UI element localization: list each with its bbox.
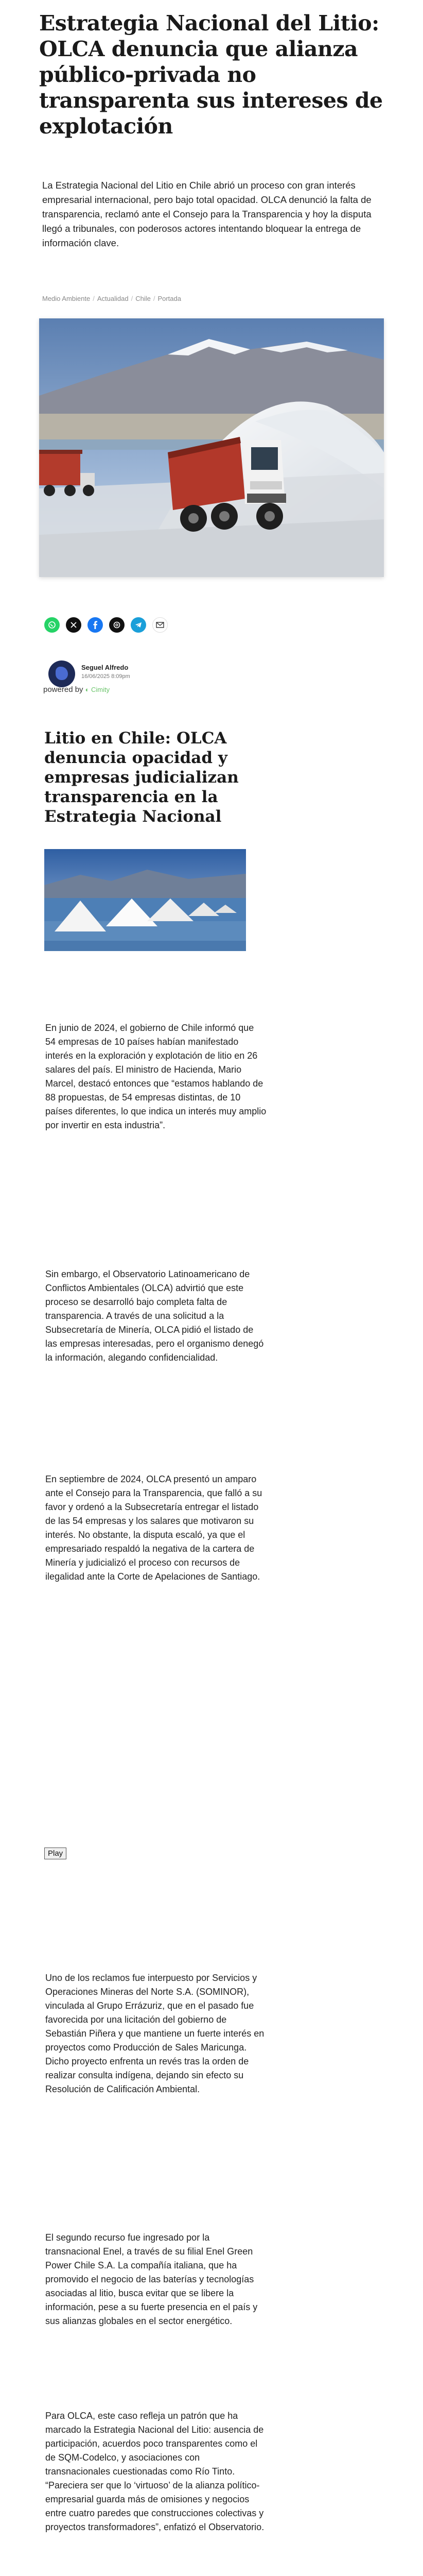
article-lead: La Estrategia Nacional del Litio en Chile abrió un proceso con gran interés empresarial internacional, pero bajo total opacidad. OLCA denunció la falta de transparencia, reclamó ante el Consejo para la Transparencia y hoy la disputa llegó a tribunales, con poderosos actores intentando bloquear la entrega de información clave.: [42, 180, 372, 248]
share-bar: [44, 617, 168, 633]
body-paragraph-4: Uno de los reclamos fue interpuesto por Servicios y Operaciones Mineras del Norte S.A. (SOMINOR), vinculada al Grupo Errázuriz, que en el pasado fue favorecida por una licitación del gobierno de Sebastián Piñera y que mantiene un fuerte interés en proyectos como Producción de Sales Maricunga. Dicho proyecto enfrenta un revés tras la orden de realizar consulta indígena, dejando sin efecto su Resolución de Calificación Ambiental.: [45, 1973, 265, 2094]
author-avatar[interactable]: [48, 660, 75, 687]
body-paragraph-3: En septiembre de 2024, OLCA presentó un amparo ante el Consejo para la Transparencia, que falló a su favor y ordenó a la Subsecretaría entregar el listado de las 54 empresas y los salares que motivaron su interés. No obstante, la disputa escaló, ya que el empresariado respaldó la negativa de la cartera de Minería y judicializó el proceso con recursos de ilegalidad ante la Corte de Apelaciones de Santiago.: [45, 1474, 262, 1582]
article-subtitle: Litio en Chile: OLCA denuncia opacidad y empresas judicializan transparencia en la Estrategia Nacional: [44, 729, 239, 826]
category-link-medio-ambiente[interactable]: Medio Ambiente: [42, 295, 91, 302]
whatsapp-icon[interactable]: [44, 617, 60, 633]
powered-by-label: powered by: [43, 685, 83, 694]
powered-by-brand[interactable]: ◐ Cimity: [85, 686, 110, 693]
author-block: [48, 660, 130, 687]
powered-by: [43, 685, 110, 694]
category-link-chile[interactable]: Chile: [135, 295, 151, 302]
category-link-portada[interactable]: Portada: [157, 295, 181, 302]
play-button[interactable]: Play: [44, 1848, 66, 1859]
salt-piles-image: [44, 849, 246, 951]
body-paragraph-5: El segundo recurso fue ingresado por la transnacional Enel, a través de su filial Enel Green Power Chile S.A. La compañía italiana, que ha promovido el negocio de las baterías y tecnologías asociadas al litio, busca evitar que se libere la información, pese a su fuerte presencia en el país y sus alianzas globales en el sector energético.: [45, 2232, 258, 2326]
email-icon[interactable]: [152, 617, 168, 633]
article-title: Estrategia Nacional del Litio: OLCA denuncia que alianza público-privada no transparenta sus intereses de explotación: [39, 11, 383, 139]
body-paragraph-6: Para OLCA, este caso refleja un patrón que ha marcado la Estrategia Nacional del Litio: ausencia de participación, acuerdos poco transparentes como el de SQM-Codelco, y asociaciones con transnacionales cuestionadas como Río Tinto. “Pareciera ser que lo ‘virtuoso’ de la alianza político-empresarial guarda más de omisiones y negocios entre cuatro paredes que construcciones colectivas y proyectos transformadores”, enfatizó el Observatorio.: [45, 2411, 265, 2532]
category-separator: /: [153, 295, 155, 302]
category-links: [42, 295, 181, 302]
facebook-icon[interactable]: [87, 617, 103, 633]
body-paragraph-2: Sin embargo, el Observatorio Latinoamericano de Conflictos Ambientales (OLCA) advirtió que este proceso se desarrolló bajo completa falta de transparencia. A través de una solicitud a la Subsecretaría de Minería, OLCA pidió el listado de las empresas interesadas, pero el organismo denegó la información, alegando confidencialidad.: [45, 1269, 264, 1363]
author-name[interactable]: Seguel Alfredo: [81, 664, 129, 671]
category-separator: /: [93, 295, 95, 302]
powered-by-brand-name: Cimity: [91, 686, 110, 693]
telegram-icon[interactable]: [131, 617, 146, 633]
threads-icon[interactable]: [109, 617, 125, 633]
category-separator: /: [131, 295, 133, 302]
hero-image: [39, 318, 384, 577]
category-link-actualidad[interactable]: Actualidad: [97, 295, 129, 302]
x-icon[interactable]: [66, 617, 81, 633]
body-paragraph-1: En junio de 2024, el gobierno de Chile informó que 54 empresas de 10 países habían manifestado interés en la exploración y explotación de litio en 26 salares del país. El ministro de Hacienda, Mario Marcel, destacó entonces que “estamos hablando de 88 propuestas, de 54 empresas distintas, de 10 países diferentes, lo que indica un interés muy amplio por invertir en esta industria”.: [45, 1023, 267, 1130]
publish-date: 16/06/2025 8:09pm: [81, 673, 130, 680]
